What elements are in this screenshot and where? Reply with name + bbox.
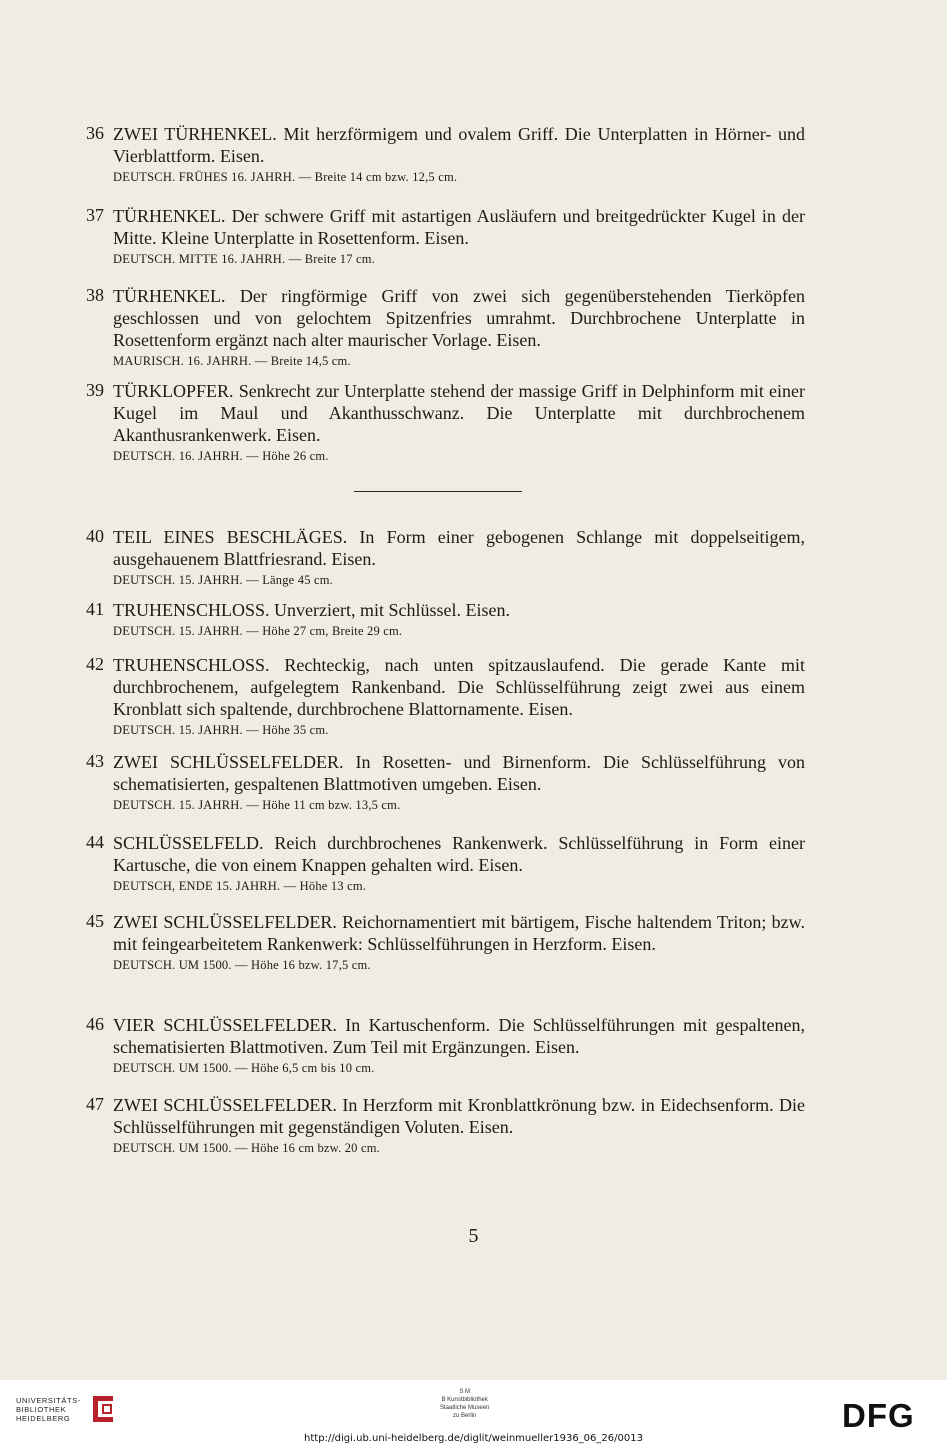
entry-text-block	[113, 526, 805, 589]
entry-description: ZWEI SCHLÜSSELFELDER. In Herzform mit Kronblattkrönung bzw. in Eidechsenform. Die Schlüsselführungen mit gegenständigen Voluten. Eisen.	[113, 1095, 805, 1137]
section-divider	[354, 491, 522, 492]
entry-provenance: MAURISCH. 16. JAHRH. — Breite 14,5 cm.	[113, 354, 351, 368]
entry-number: 41	[86, 599, 104, 619]
entry-text-block	[113, 123, 805, 186]
entry-provenance: DEUTSCH. MITTE 16. JAHRH. — Breite 17 cm.	[113, 252, 375, 266]
entry-number: 40	[86, 526, 104, 546]
entry-provenance: DEUTSCH. UM 1500. — Höhe 6,5 cm bis 10 cm.	[113, 1061, 375, 1075]
entry-text-block	[113, 654, 805, 739]
entry-description: TÜRKLOPFER. Senkrecht zur Unterplatte stehend der massige Griff in Delphinform mit einer Kugel im Maul und Akanthusschwanz. Die Unterplatte mit durchbrochenem Akanthusrankenwerk. Eisen.	[113, 381, 805, 445]
entry-provenance: DEUTSCH. 15. JAHRH. — Höhe 27 cm, Breite 29 cm.	[113, 624, 403, 638]
logo-line: UNIVERSITÄTS-	[16, 1396, 81, 1405]
entry-text-block	[113, 205, 805, 268]
entry-description: TRUHENSCHLOSS. Rechteckig, nach unten spitzauslaufend. Die gerade Kante mit durchbrochenem, aufgelegtem Rankenband. Die Schlüsselführung zeigt zwei aus einem Kronblatt sich spaltende, durchbrochene Blattornamente. Eisen.	[113, 655, 805, 719]
museum-library-mark	[440, 1388, 489, 1420]
entry-text-block	[113, 285, 805, 370]
entry-description: ZWEI SCHLÜSSELFELDER. In Rosetten- und Birnenform. Die Schlüsselführung von schematisierten, gespaltenen Blattmotiven umgeben. Eisen.	[113, 752, 805, 794]
entry-number: 42	[86, 654, 104, 674]
mark-line: zu Berlin	[453, 1413, 477, 1419]
entry-number: 45	[86, 911, 104, 931]
entry-text-block	[113, 599, 805, 640]
entry-number: 37	[86, 205, 104, 225]
entry-provenance: DEUTSCH. UM 1500. — Höhe 16 bzw. 17,5 cm.	[113, 958, 371, 972]
entry-provenance: DEUTSCH. FRÜHES 16. JAHRH. — Breite 14 cm bzw. 12,5 cm.	[113, 170, 458, 184]
entry-number: 36	[86, 123, 104, 143]
entry-text-block	[113, 1094, 805, 1157]
entry-number: 38	[86, 285, 104, 305]
entry-text-block	[113, 911, 805, 974]
entry-description: SCHLÜSSELFELD. Reich durchbrochenes Rankenwerk. Schlüsselführung in Form einer Kartusche, die von einem Knappen gehalten wird. Eisen.	[113, 833, 805, 875]
entry-number: 43	[86, 751, 104, 771]
entry-number: 44	[86, 832, 104, 852]
entry-provenance: DEUTSCH, ENDE 15. JAHRH. — Höhe 13 cm.	[113, 879, 367, 893]
entry-provenance: DEUTSCH. 15. JAHRH. — Länge 45 cm.	[113, 573, 333, 587]
university-library-logo[interactable]	[16, 1396, 81, 1423]
logo-line: BIBLIOTHEK	[16, 1405, 67, 1414]
entry-description: TÜRHENKEL. Der ringförmige Griff von zwei sich gegenüberstehenden Tierköpfen geschlossen und von gelochtem Spitzenfries umrahmt. Durchbrochene Unterplatte in Rosettenform ergänzt nach alter maurischer Vorlage. Eisen.	[113, 286, 805, 350]
entry-number: 39	[86, 380, 104, 400]
entry-text-block	[113, 380, 805, 465]
entry-description: VIER SCHLÜSSELFELDER. In Kartuschenform. Die Schlüsselführungen mit gespaltenen, schematisierten Blattmotiven. Zum Teil mit Ergänzungen. Eisen.	[113, 1015, 805, 1057]
entry-provenance: DEUTSCH. UM 1500. — Höhe 16 cm bzw. 20 cm.	[113, 1141, 380, 1155]
entry-number: 46	[86, 1014, 104, 1034]
entry-description: ZWEI TÜRHENKEL. Mit herzförmigem und ovalem Griff. Die Unterplatten in Hörner- und Vierblattform. Eisen.	[113, 124, 805, 166]
page-number: 5	[468, 1225, 479, 1247]
entry-description: TÜRHENKEL. Der schwere Griff mit astartigen Ausläufern und breitgedrückter Kugel in der Mitte. Kleine Unterplatte in Rosettenform. Eisen.	[113, 206, 805, 248]
entry-provenance: DEUTSCH. 16. JAHRH. — Höhe 26 cm.	[113, 449, 329, 463]
digitization-footer	[0, 1380, 947, 1449]
entry-text-block	[113, 1014, 805, 1077]
entry-description: ZWEI SCHLÜSSELFELDER. Reichornamentiert mit bärtigem, Fische haltendem Triton; bzw. mit feingearbeitetem Rankenwerk: Schlüsselführungen in Herzform. Eisen.	[113, 912, 805, 954]
entry-number: 47	[86, 1094, 104, 1114]
entry-text-block	[113, 751, 805, 814]
entry-provenance: DEUTSCH. 15. JAHRH. — Höhe 35 cm.	[113, 723, 329, 737]
university-crest-icon	[90, 1392, 116, 1426]
mark-line: S M	[459, 1389, 471, 1395]
mark-line: B Kunstbibliothek	[441, 1397, 488, 1403]
dfg-logo[interactable]: DFG	[842, 1397, 915, 1434]
entry-provenance: DEUTSCH. 15. JAHRH. — Höhe 11 cm bzw. 13,5 cm.	[113, 798, 401, 812]
logo-line: HEIDELBERG	[16, 1414, 71, 1423]
permalink-url[interactable]: http://digi.ub.uni-heidelberg.de/diglit/weinmueller1936_06_26/0013	[304, 1433, 643, 1444]
mark-line: Staatliche Museen	[440, 1405, 490, 1411]
entry-description: TRUHENSCHLOSS. Unverziert, mit Schlüssel. Eisen.	[113, 600, 510, 620]
entry-description: TEIL EINES BESCHLÄGES. In Form einer gebogenen Schlange mit doppelseitigem, ausgehauenem Blattfriesrand. Eisen.	[113, 527, 805, 569]
entry-text-block	[113, 832, 805, 895]
